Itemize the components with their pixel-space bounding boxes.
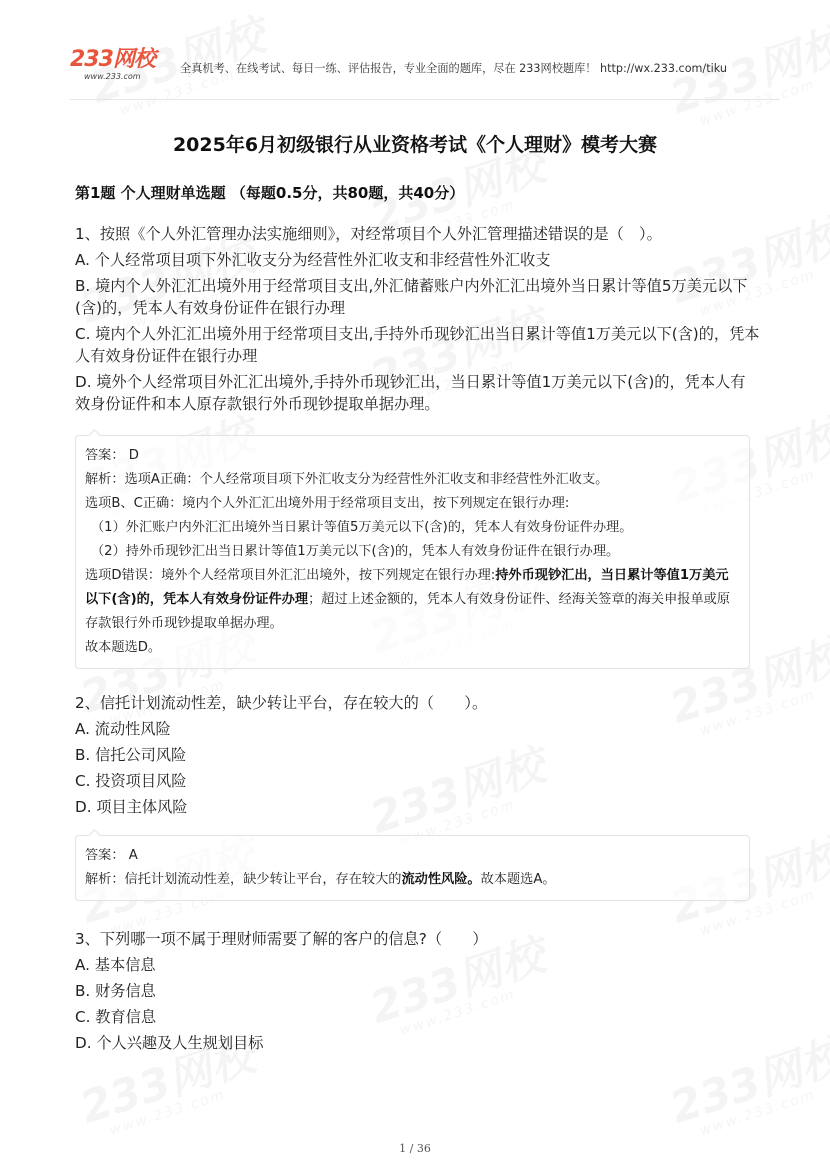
option-c: C. 教育信息 xyxy=(75,1008,157,1026)
analysis-line: 解析：信托计划流动性差，缺少转让平台，存在较大的流动性风险。故本题选A。 xyxy=(85,872,556,887)
option-d: D. 个人兴趣及人生规划目标 xyxy=(75,1034,264,1052)
question-3 xyxy=(75,928,760,1058)
logo-url: www.233.com xyxy=(84,72,141,81)
question-stem: 3、下列哪一项不属于理财师需要了解的客户的信息?（ ） xyxy=(75,930,488,948)
option-a: A. 个人经常项目项下外汇收支分为经营性外汇收支和非经营性外汇收支 xyxy=(75,251,551,269)
document-title: 2025年6月初级银行从业资格考试《个人理财》模考大赛 xyxy=(172,134,658,156)
answer-value: D xyxy=(128,448,139,463)
analysis-line: 选项D错误：境外个人经常项目外汇汇出境外，按下列规定在银行办理:持外币现钞汇出，当日累计等值1万美元以下(含)的，凭本人有效身份证件办理；超过上述金额的，凭本人有效身份证件、经海关签章的海关申报单或原存款银行外币现钞提取单据办理。 xyxy=(85,568,731,631)
answer-box-1 xyxy=(75,435,750,669)
option-c: C. 投资项目风险 xyxy=(75,772,187,790)
option-d: D. 境外个人经常项目外汇汇出境外,手持外币现钞汇出，当日累计等值1万美元以下(含)的，凭本人有效身份证件和本人原存款银行外币现钞提取单据办理。 xyxy=(75,373,746,413)
question-1 xyxy=(75,223,760,419)
option-b: B. 信托公司风险 xyxy=(75,746,187,764)
option-a: A. 基本信息 xyxy=(75,956,156,974)
logo[interactable] xyxy=(70,48,170,84)
page-header xyxy=(70,48,780,98)
analysis-emphasis: 持外币现钞汇出，当日累计等值1万美元以下(含)的，凭本人有效身份证件办理 xyxy=(85,568,729,607)
analysis-conclusion: 故本题选D。 xyxy=(85,640,162,655)
question-stem: 2、信托计划流动性差，缺少转让平台，存在较大的（ ）。 xyxy=(75,694,488,712)
question-stem: 1、按照《个人外汇管理办法实施细则》，对经常项目个人外汇管理描述错误的是（ ）。 xyxy=(75,225,662,243)
option-a: A. 流动性风险 xyxy=(75,720,171,738)
analysis-line: 选项B、C正确：境内个人外汇汇出境外用于经常项目支出，按下列规定在银行办理: xyxy=(85,496,570,511)
page-indicator: 1 / 36 xyxy=(399,1142,431,1155)
answer-line: 答案： D xyxy=(85,448,139,463)
answer-box-2 xyxy=(75,835,750,901)
analysis-line: 解析：选项A正确：个人经常项目项下外汇收支分为经营性外汇收支和非经营性外汇收支。 xyxy=(85,472,609,487)
analysis-line: （1）外汇账户内外汇汇出境外当日累计等值5万美元以下(含)的，凭本人有效身份证件办理。 xyxy=(91,520,633,535)
logo-text: 233网校 xyxy=(70,47,155,72)
analysis-emphasis: 流动性风险。 xyxy=(401,872,481,887)
option-c: C. 境内个人外汇汇出境外用于经常项目支出,手持外币现钞汇出当日累计等值1万美元以下(含)的，凭本人有效身份证件在银行办理 xyxy=(75,325,760,365)
header-divider xyxy=(70,99,780,100)
header-slogan: 全真机考、在线考试、每日一练、评估报告，专业全面的题库，尽在 233网校题库！ http://wx.233.com/tiku xyxy=(180,62,727,75)
analysis-line: （2）持外币现钞汇出当日累计等值1万美元以下(含)的，凭本人有效身份证件在银行办理。 xyxy=(91,544,620,559)
option-d: D. 项目主体风险 xyxy=(75,798,188,816)
answer-value: A xyxy=(128,848,138,863)
option-b: B. 境内个人外汇汇出境外用于经常项目支出,外汇储蓄账户内外汇汇出境外当日累计等值5万美元以下(含)的，凭本人有效身份证件在银行办理 xyxy=(75,277,748,317)
question-2 xyxy=(75,692,760,822)
option-b: B. 财务信息 xyxy=(75,982,156,1000)
section-heading: 第1题 个人理财单选题 （每题0.5分，共80题，共40分） xyxy=(75,184,465,202)
answer-line: 答案： A xyxy=(85,848,138,863)
